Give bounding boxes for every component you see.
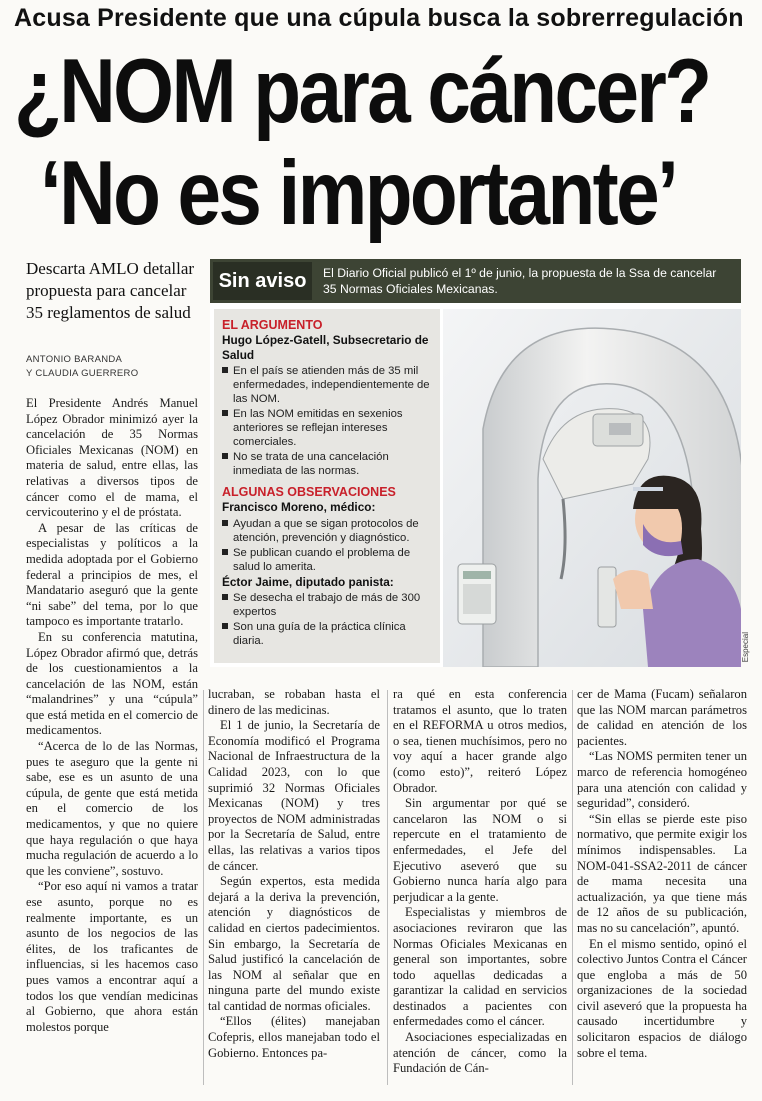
observaciones-source-1: Francisco Moreno, médico: xyxy=(222,500,376,514)
observaciones-section xyxy=(222,485,436,649)
paragraph: Especialistas y miembros de asociaciones reviraron que las Normas Oficiales Mexicanas en general son importantes, sobre todo aquellas dedicadas a garantizar la calidad en servicios destinados a pacientes con enfermedades como el cáncer. xyxy=(393,905,567,1029)
paragraph: En su conferencia matutina, López Obrador afirmó que, detrás de los cuestionamientos a la cancelación de las NOM, están “malandrines” y una “cúpula” que está metida en el comercio de medicamentos. xyxy=(26,629,198,738)
article-column-2 xyxy=(208,687,380,1061)
paragraph: lucraban, se robaban hasta el dinero de las medicinas. xyxy=(208,687,380,717)
paragraph: ra qué en esta conferencia tratamos el asunto, que lo traten en el REFORMA u otros medios, o sea, tienen muchísimos, pero no voy aquí a hacer grande algo (como esto)”, reiteró López Obrador. xyxy=(393,687,567,795)
column-divider xyxy=(572,690,573,1085)
list-item: Ayudan a que se sigan protocolos de atención, prevención y diagnóstico. xyxy=(222,517,436,545)
bullet-icon xyxy=(222,549,228,555)
argumento-title: EL ARGUMENTO xyxy=(222,318,323,332)
article-column-3 xyxy=(393,687,567,1077)
bullet-icon xyxy=(222,367,228,373)
news-photo xyxy=(443,309,741,667)
list-item: Son una guía de la práctica clínica diaria. xyxy=(222,620,436,648)
bullet-icon xyxy=(222,594,228,600)
paragraph: cer de Mama (Fucam) señalaron que las NOM marcan parámetros de calidad en atención de los pacientes. xyxy=(577,687,747,748)
article-column-4 xyxy=(577,687,747,1061)
list-item: Se publican cuando el problema de salud lo amerita. xyxy=(222,546,436,574)
bullet-icon xyxy=(222,453,228,459)
bullet-icon xyxy=(222,623,228,629)
bullet-icon xyxy=(222,520,228,526)
paragraph: Asociaciones especializadas en atención de cáncer, como la Fundación de Cán- xyxy=(393,1030,567,1076)
paragraph: “Por eso aquí ni vamos a tratar ese asunto, porque no es realmente importante, es un asunto de los negocios de las élites, de los traficantes de influencias, si les hacemos caso pues vamos a encontrar aquí a todos los que vendían medicinas al Gobierno, que ahora están molestos porque xyxy=(26,879,198,1034)
info-box-label: Sin aviso xyxy=(213,262,312,300)
observaciones-list-1 xyxy=(222,517,436,574)
list-item: Se desecha el trabajo de más de 300 expertos xyxy=(222,591,436,619)
deck: Descarta AMLO detallar propuesta para cancelar 35 reglamentos de salud xyxy=(26,259,195,322)
argumento-source: Hugo López-Gatell, Subsecretario de Salud xyxy=(222,333,429,362)
headline-line-1: ¿NOM para cáncer? xyxy=(14,41,710,142)
observaciones-source-2: Éctor Jaime, diputado panista: xyxy=(222,574,394,589)
info-box xyxy=(210,259,741,667)
list-item: En las NOM emitidas en sexenios anteriores se reflejan intereses comerciales. xyxy=(222,407,436,449)
scanner-photo-illustration xyxy=(443,309,741,667)
list-item: No se trata de una cancelación inmediata de las normas. xyxy=(222,450,436,478)
argumento-section xyxy=(222,318,436,479)
photo-credit: Especial xyxy=(741,632,750,663)
article-column-1 xyxy=(26,396,198,1035)
paragraph: Sin argumentar por qué se cancelaron las NOM o si repercute en el tratamiento de enfermedades, el Jefe del Ejecutivo aseveró que su Gobierno nunca haría algo para perjudicar a la gente. xyxy=(393,796,567,904)
byline-author-2: Y CLAUDIA GUERRERO xyxy=(26,368,139,379)
paragraph: “Acerca de lo de las Normas, pues te aseguro que la gente ni sabe, ese es un asunto de una cúpula, de gente que está metida en el comercio de los medicamentos, y que no quiere que haya regulación o que haya mucha regulación de acuerdo a lo que les conviene”, sostuvo. xyxy=(26,739,198,878)
paragraph: “Sin ellas se pierde este piso normativo, que permite exigir los mínimos indispensables. La NOM-041-SSA2-2011 de cáncer de mama necesita una actualización, ya que tiene más de 12 años de su publicación, mas no su cancelación”, apuntó. xyxy=(577,811,747,935)
paragraph: A pesar de las críticas de especialistas y políticos a la medida adoptada por el Gobierno federal a principios de mes, el Mandatario aseguró que la gente “ni sabe” del tema, por lo que tampoco es importante tratarlo. xyxy=(26,520,198,629)
paragraph: En el mismo sentido, opinó el colectivo Juntos Contra el Cáncer que engloba a más de 50 organizaciones de la sociedad civil aseveró que la propuesta ha causado incertidumbre y solicitaron espacios de diálogo sobre el tema. xyxy=(577,936,747,1060)
info-box-intro: El Diario Oficial publicó el 1º de junio, la propuesta de la Ssa de cancelar 35 Normas Oficiales Mexicanas. xyxy=(323,266,717,296)
observaciones-title: ALGUNAS OBSERVACIONES xyxy=(222,485,396,499)
kicker: Acusa Presidente que una cúpula busca la sobrerregulación xyxy=(14,4,744,32)
paragraph: “Ellos (élites) manejaban Cofepris, ellos manejaban todo el Gobierno. Entonces pa- xyxy=(208,1014,380,1060)
paragraph: Según expertos, esta medida dejará a la deriva la prevención, atención y diagnósticos de calidad en ciertos padecimientos. Sin embargo, la Secretaría de Salud justificó la cancelación de las NOM al señalar que en ninguna parte del mundo existe tal cantidad de normas oficiales. xyxy=(208,874,380,1013)
list-item: En el país se atienden más de 35 mil enfermedades, independientemente de las NOM. xyxy=(222,364,436,406)
paragraph: “Las NOMS permiten tener un marco de referencia homogéneo para una atención con calidad y seguridad”, consideró. xyxy=(577,749,747,811)
argumento-list xyxy=(222,364,436,478)
info-panel xyxy=(214,309,440,663)
byline xyxy=(26,353,206,381)
byline-author-1: ANTONIO BARANDA xyxy=(26,354,123,365)
column-divider xyxy=(387,690,388,1085)
info-box-header xyxy=(210,259,741,303)
paragraph: El Presidente Andrés Manuel López Obrador minimizó ayer la cancelación de 35 Normas Oficiales Mexicanas (NOM) en materia de salud, entre ellas, las relativas a diversos tipos de cáncer como el de mama, el cervicouterino y el de próstata. xyxy=(26,396,198,520)
column-divider xyxy=(203,690,204,1085)
observaciones-list-2 xyxy=(222,591,436,648)
headline-line-2: ‘No es importante’ xyxy=(40,143,677,244)
paragraph: El 1 de junio, la Secretaría de Economía modificó el Programa Nacional de Infraestructura de la Calidad 2023, con lo que suprimió 32 Normas Oficiales Mexicanas (NOM) y tres proyectos de NOM administradas por la Secretaría de Salud, entre ellas, las relativas a varios tipos de cáncer. xyxy=(208,718,380,873)
bullet-icon xyxy=(222,410,228,416)
